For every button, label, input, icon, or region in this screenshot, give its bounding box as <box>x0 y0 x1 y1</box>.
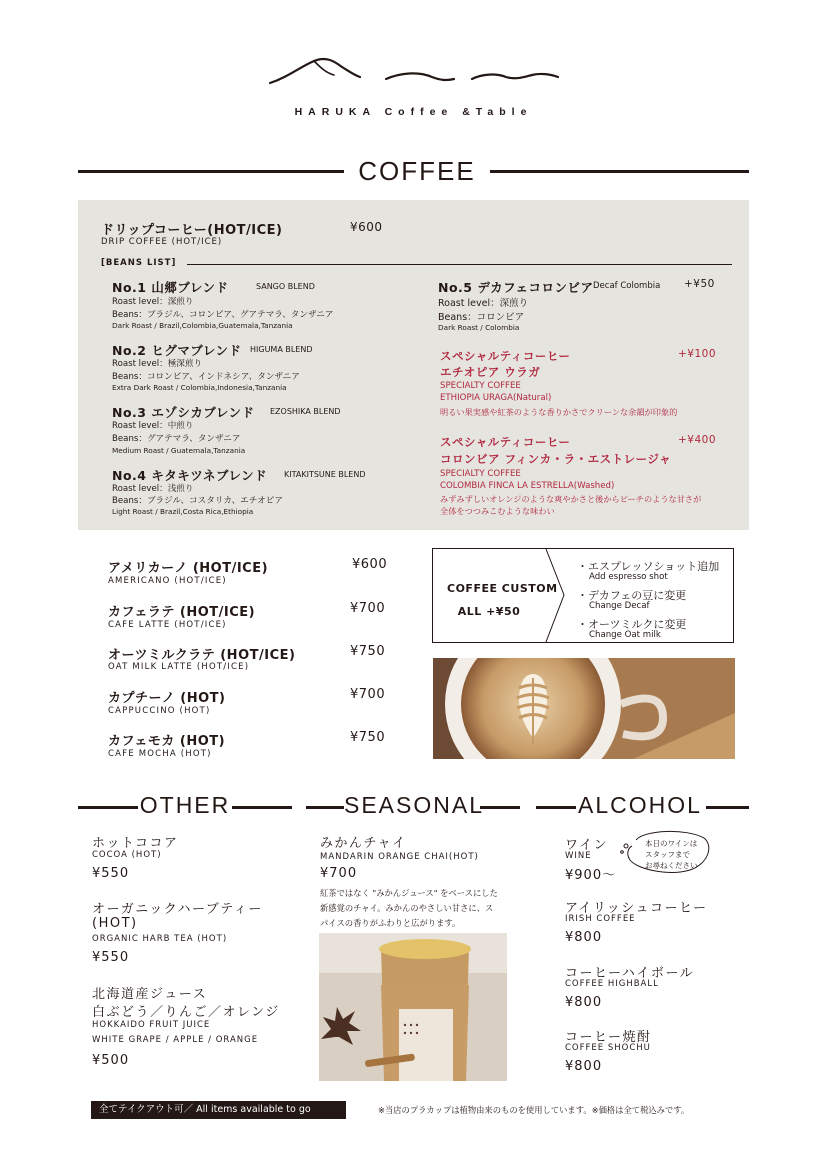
alcohol-4-sub: COFFEE SHOCHU <box>565 1043 651 1053</box>
wine-note-2: スタッフまで <box>645 850 690 859</box>
bean-2-beans: Beans：コロンビア、インドネシア、タンザニア <box>112 372 300 382</box>
bean-1-en: SANGO BLEND <box>256 282 315 291</box>
custom-price: ALL +¥50 <box>457 605 521 618</box>
bean-1-name: No.1 山郷ブレンド <box>112 280 229 295</box>
bean-1-beans: Beans：ブラジル、コロンビア、グアテマラ、タンザニア <box>112 310 334 320</box>
drink-5-name: カフェモカ (HOT) <box>108 734 226 749</box>
seasonal-rule-right <box>480 806 520 809</box>
bean-4-beans: Beans：ブラジル、コスタリカ、エチオピア <box>112 496 283 506</box>
section-title-coffee: COFFEE <box>358 156 476 186</box>
alcohol-4-price: ¥800 <box>565 1059 603 1074</box>
bean-4-name: No.4 キタキツネブレンド <box>112 468 268 483</box>
other-1-sub: COCOA (HOT) <box>92 850 162 860</box>
drink-1-name: アメリカーノ (HOT/ICE) <box>108 561 269 576</box>
other-3-name-2: 白ぶどう／りんご／オレンジ <box>92 1005 280 1020</box>
other-1-price: ¥550 <box>92 866 130 881</box>
alcohol-1-price: ¥900～ <box>565 868 617 883</box>
specialty-2-desc-1: みずみずしいオレンジのような爽やかさと後からピーチのような甘さが <box>440 494 702 504</box>
other-3-sub: HOKKAIDO FRUIT JUICE <box>92 1020 211 1030</box>
other-2-price: ¥550 <box>92 950 130 965</box>
seasonal-name: みかんチャイ <box>320 836 407 851</box>
specialty-1-desc: 明るい果実感や紅茶のような香りかさでクリーンな余韻が印象的 <box>440 407 678 417</box>
other-2-sub: ORGANIC HARB TEA (HOT) <box>92 934 228 944</box>
bean-1-roast: Roast level：深煎り <box>112 297 194 307</box>
bean-1-detail: Dark Roast / Brazil,Colombia,Guatemala,Tanzania <box>112 321 293 330</box>
custom-title: COFFEE CUSTOM <box>447 582 558 595</box>
alcohol-4-name: コーヒー焼酎 <box>565 1030 652 1045</box>
section-title-other: OTHER <box>139 792 231 818</box>
section-title-seasonal: SEASONAL <box>344 792 484 818</box>
alcohol-2-name: アイリッシュコーヒー <box>565 901 708 916</box>
drip-price: ¥600 <box>350 220 383 234</box>
specialty-1-en1: SPECIALTY COFFEE <box>440 381 521 391</box>
other-rule-left <box>78 806 138 809</box>
bean-3-roast: Roast level：中煎り <box>112 421 194 431</box>
section-rule-right <box>490 170 749 173</box>
bean-2-roast: Roast level：極深煎り <box>112 359 203 369</box>
bean-2-en: HIGUMA BLEND <box>250 345 313 354</box>
mountain-logo-icon <box>268 55 560 90</box>
bean-3-beans: Beans：グアテマラ、タンザニア <box>112 434 241 444</box>
alcohol-3-name: コーヒーハイボール <box>565 966 695 981</box>
other-rule-right <box>232 806 292 809</box>
section-rule-left <box>78 170 344 173</box>
decaf-price: +¥50 <box>684 278 715 290</box>
other-3-price: ¥500 <box>92 1053 130 1068</box>
takeout-badge: 全てテイクアウト可／ All items available to go <box>91 1101 346 1119</box>
drip-sub: DRIP COFFEE (HOT/ICE) <box>101 237 223 247</box>
seasonal-sub: MANDARIN ORANGE CHAI(HOT) <box>320 852 479 862</box>
alcohol-1-name: ワイン <box>565 838 609 853</box>
beans-list-rule <box>187 264 732 265</box>
custom-option-1: ・エスプレッソショット追加 <box>577 560 720 573</box>
wine-note-3: お尋ねください <box>645 861 698 870</box>
specialty-1-title: スペシャルティコーヒー <box>440 349 571 363</box>
custom-option-2: ・デカフェの豆に変更 <box>577 589 687 602</box>
drink-2-sub: CAFE LATTE (HOT/ICE) <box>108 620 227 630</box>
other-2-name: オーガニックハーブティー <box>92 902 263 917</box>
bean-3-detail: Medium Roast / Guatemala,Tanzania <box>112 446 246 455</box>
seasonal-desc-3: パイスの香りがふわりと広がります。 <box>320 918 461 928</box>
seasonal-desc-1: 紅茶ではなく "みかんジュース" をベースにした <box>320 888 498 898</box>
decaf-name: No.5 デカフェコロンビア <box>438 280 594 295</box>
bean-2-detail: Extra Dark Roast / Colombia,Indonesia,Tanzania <box>112 383 287 392</box>
specialty-2-title: スペシャルティコーヒー <box>440 435 571 449</box>
alcohol-rule-right <box>706 806 749 809</box>
specialty-1-name: エチオピア ウラガ <box>440 365 541 379</box>
custom-option-3: ・オーツミルクに変更 <box>577 618 687 631</box>
bean-3-en: EZOSHIKA BLEND <box>270 407 341 416</box>
alcohol-1-sub: WINE <box>565 851 592 861</box>
specialty-2-desc-2: 全体をつつみこむような味わい <box>440 506 555 516</box>
specialty-2-name: コロンビア フィンカ・ラ・エストレージャ <box>440 452 672 466</box>
footer-note: ※当店のプラカップは植物由来のものを使用しています。※価格は全て税込みです。 <box>378 1105 690 1115</box>
drink-4-name: カプチーノ (HOT) <box>108 691 226 706</box>
bean-4-roast: Roast level：浅煎り <box>112 484 194 494</box>
specialty-1-en2: ETHIOPIA URAGA(Natural) <box>440 393 552 403</box>
decaf-beans: Beans：コロンビア <box>438 312 525 323</box>
alcohol-3-sub: COFFEE HIGHBALL <box>565 979 659 989</box>
seasonal-desc-2: 新感覚のチャイ。みかんのやさしい甘さに、ス <box>320 903 494 913</box>
custom-option-3-en: Change Oat milk <box>589 630 661 640</box>
specialty-1-price: +¥100 <box>678 348 717 360</box>
other-3-sub-2: WHITE GRAPE / APPLE / ORANGE <box>92 1035 259 1045</box>
specialty-2-en1: SPECIALTY COFFEE <box>440 469 521 479</box>
section-title-alcohol: ALCOHOL <box>578 792 702 818</box>
drink-3-price: ¥750 <box>350 644 386 659</box>
latte-art-photo <box>433 658 735 759</box>
seasonal-price: ¥700 <box>320 866 358 881</box>
custom-divider-chevron-icon <box>540 549 570 642</box>
other-2-name-2: (HOT) <box>92 916 138 931</box>
drip-name: ドリップコーヒー(HOT/ICE) <box>101 223 283 238</box>
specialty-2-price: +¥400 <box>678 434 717 446</box>
other-1-name: ホットココア <box>92 836 179 851</box>
drink-3-sub: OAT MILK LATTE (HOT/ICE) <box>108 662 250 672</box>
drink-5-price: ¥750 <box>350 730 386 745</box>
decaf-detail: Dark Roast / Colombia <box>438 323 520 332</box>
alcohol-rule-left <box>536 806 576 809</box>
drink-2-price: ¥700 <box>350 601 386 616</box>
seasonal-rule-left <box>306 806 344 809</box>
bean-4-detail: Light Roast / Brazil,Costa Rica,Ethiopia <box>112 507 254 516</box>
drink-4-price: ¥700 <box>350 687 386 702</box>
custom-option-1-en: Add espresso shot <box>589 572 668 582</box>
custom-option-2-en: Change Decaf <box>589 601 650 611</box>
drink-3-name: オーツミルクラテ (HOT/ICE) <box>108 648 296 663</box>
drink-1-sub: AMERICANO (HOT/ICE) <box>108 576 227 586</box>
drink-1-price: ¥600 <box>352 557 388 572</box>
drink-2-name: カフェラテ (HOT/ICE) <box>108 605 256 620</box>
drink-4-sub: CAPPUCCINO (HOT) <box>108 706 211 716</box>
bean-4-en: KITAKITSUNE BLEND <box>284 470 366 479</box>
alcohol-3-price: ¥800 <box>565 995 603 1010</box>
drink-5-sub: CAFE MOCHA (HOT) <box>108 749 212 759</box>
decaf-roast: Roast level：深煎り <box>438 298 529 309</box>
beans-list-label: [BEANS LIST] <box>101 258 177 268</box>
bean-2-name: No.2 ヒグマブレンド <box>112 343 242 358</box>
specialty-2-en2: COLOMBIA FINCA LA ESTRELLA(Washed) <box>440 481 615 491</box>
other-3-name: 北海道産ジュース <box>92 987 208 1002</box>
bean-3-name: No.3 エゾシカブレンド <box>112 405 255 420</box>
wine-note-1: 本日のワインは <box>645 839 698 848</box>
decaf-en: Decaf Colombia <box>593 281 661 291</box>
alcohol-2-price: ¥800 <box>565 930 603 945</box>
alcohol-2-sub: IRISH COFFEE <box>565 914 636 924</box>
brand-name: HARUKA Coffee &Table <box>294 106 533 118</box>
mandarin-chai-photo <box>319 933 507 1081</box>
